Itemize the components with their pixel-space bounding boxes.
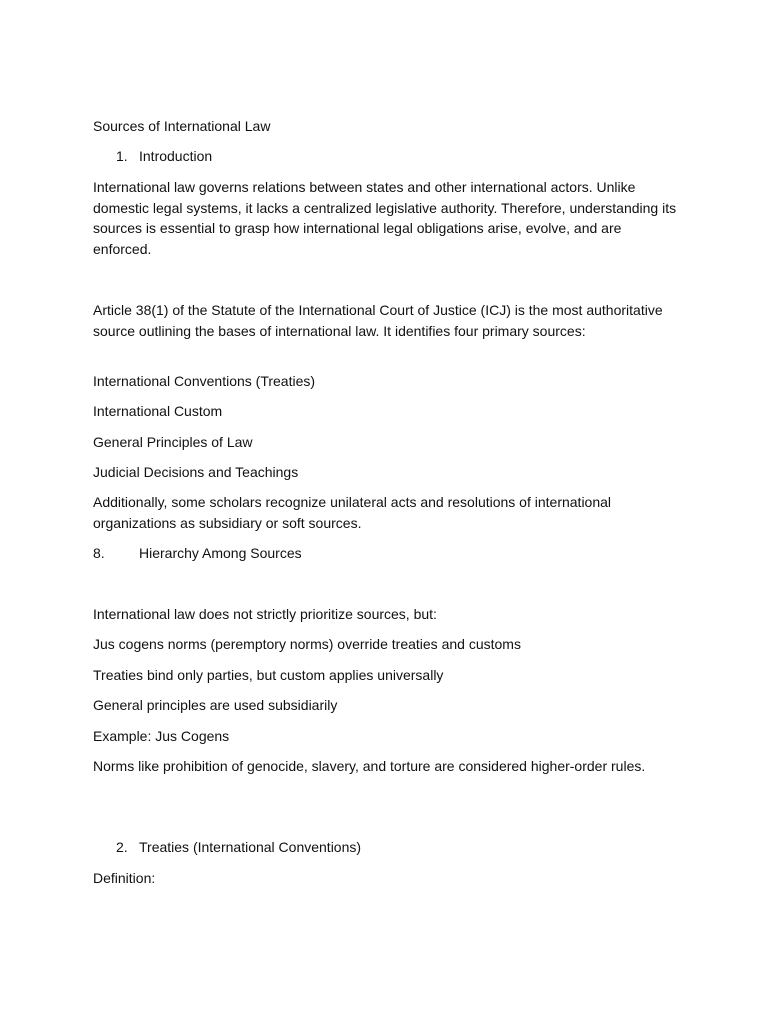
section-number: 1. [116,148,128,164]
additional-paragraph: Additionally, some scholars recognize unilateral acts and resolutions of international organizations as subsidiary or soft sources. [93,494,612,531]
source-item-treaties: International Conventions (Treaties) [93,373,316,389]
hierarchy-point-general-principles: General principles are used subsidiarily [93,697,338,713]
hierarchy-point-treaties: Treaties bind only parties, but custom applies universally [93,667,444,683]
source-item-general-principles: General Principles of Law [93,434,253,450]
section-heading-introduction [116,146,212,167]
article-paragraph: Article 38(1) of the Statute of the International Court of Justice (ICJ) is the most authoritative source outlining the bases of international law. It identifies four primary sources: [93,302,663,339]
hierarchy-point-jus-cogens: Jus cogens norms (peremptory norms) override treaties and customs [93,636,521,652]
section-heading-hierarchy [93,543,302,564]
source-item-custom: International Custom [93,403,223,419]
example-label: Example: Jus Cogens [93,728,230,744]
source-item-judicial-decisions: Judicial Decisions and Teachings [93,464,299,480]
section-heading-treaties [116,837,361,858]
example-text: Norms like prohibition of genocide, slavery, and torture are considered higher-order rules. [93,758,646,774]
section-heading-text: Treaties (International Conventions) [139,839,362,855]
section-number: 8. [93,545,105,561]
hierarchy-intro: International law does not strictly prioritize sources, but: [93,606,437,622]
section-number: 2. [116,839,128,855]
definition-label: Definition: [93,870,156,886]
section-heading-text: Introduction [139,148,213,164]
intro-paragraph: International law governs relations between states and other international actors. Unlike domestic legal systems, it lacks a centralized legislative authority. Therefore, understanding its sources is essential to grasp how international legal obligations arise, evolve, and are enforced. [93,179,677,257]
section-heading-text: Hierarchy Among Sources [139,545,302,561]
document-title: Sources of International Law [93,118,271,134]
